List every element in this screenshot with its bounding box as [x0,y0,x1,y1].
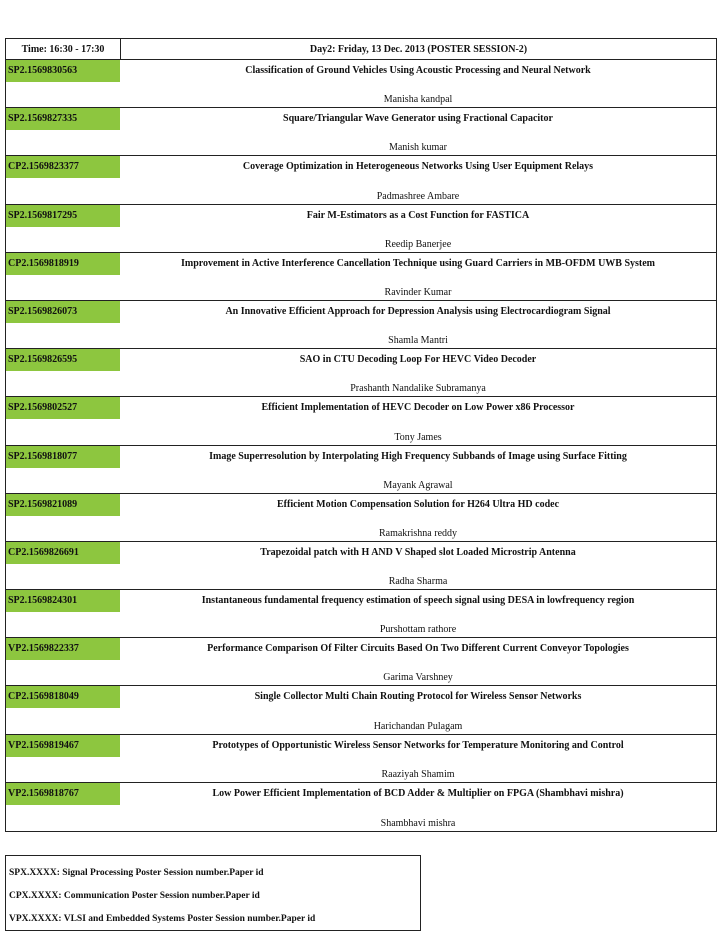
paper-title: Fair M-Estimators as a Cost Function for FASTICA [306,209,530,221]
paper-title: Efficient Motion Compensation Solution for H264 Ultra HD codec [276,498,560,510]
paper-id: SP2.1569824301 [6,590,120,612]
table-row [6,349,716,397]
paper-id: SP2.1569826595 [6,349,120,371]
paper-title: Performance Comparison Of Filter Circuits Based On Two Different Current Conveyor Topologies [207,643,629,655]
paper-author: Garima Varshney [383,672,453,684]
paper-title: Single Collector Multi Chain Routing Protocol for Wireless Sensor Networks [254,691,582,703]
paper-id: SP2.1569802527 [6,397,120,419]
time-slot: Time: 16:30 - 17:30 [6,39,121,59]
paper-title: Square/Triangular Wave Generator using Fractional Capacitor [283,113,553,125]
paper-title: Low Power Efficient Implementation of BCD Adder & Multiplier on FPGA (Shambhavi mishra) [212,787,624,799]
paper-author: Manisha kandpal [383,94,453,106]
paper-author: Manish kumar [388,142,448,154]
paper-title: Classification of Ground Vehicles Using Acoustic Processing and Neural Network [245,65,591,76]
paper-author: Radha Sharma [388,576,448,588]
table-row [6,638,716,686]
paper-author: Shambhavi mishra [380,818,456,829]
paper-title: Image Superresolution by Interpolating High Frequency Subbands of Image using Surface Fitting [209,450,627,462]
session-title: Day2: Friday, 13 Dec. 2013 (POSTER SESSION-2) [309,43,528,55]
table-row [6,783,716,831]
paper-id: SP2.1569821089 [6,494,120,516]
table-row [6,301,716,349]
legend-box [5,855,421,931]
table-row [6,542,716,590]
legend-item: SPX.XXXX: Signal Processing Poster Session number.Paper id [9,868,264,878]
table-row [6,397,716,445]
paper-title: Efficient Implementation of HEVC Decoder on Low Power x86 Processor [261,402,575,414]
paper-author: Ravinder Kumar [384,286,452,298]
paper-id: CP2.1569818919 [6,253,120,275]
paper-id: CP2.1569823377 [6,156,120,178]
paper-id: CP2.1569818049 [6,686,120,708]
paper-id: SP2.1569817295 [6,205,120,227]
table-row [6,735,716,783]
paper-author: Mayank Agrawal [383,479,453,491]
paper-author: Raaziyah Shamim [381,768,455,780]
legend-item: VPX.XXXX: VLSI and Embedded Systems Poster Session number.Paper id [9,914,316,924]
paper-author: Padmashree Ambare [376,190,460,202]
paper-id: VP2.1569818767 [6,783,120,805]
paper-title: Instantaneous fundamental frequency estimation of speech signal using DESA in lowfrequency region [201,595,635,607]
table-row [6,494,716,542]
paper-rows [6,60,716,831]
table-row [6,253,716,301]
paper-author: Harichandan Pulagam [373,720,463,732]
paper-title: Trapezoidal patch with H AND V Shaped slot Loaded Microstrip Antenna [260,546,576,558]
table-row [6,156,716,204]
paper-author: Reedip Banerjee [384,238,452,250]
legend-item: CPX.XXXX: Communication Poster Session number.Paper id [9,891,260,901]
paper-id: VP2.1569822337 [6,638,120,660]
paper-author: Ramakrishna reddy [378,527,458,539]
paper-id: SP2.1569826073 [6,301,120,323]
table-row [6,60,716,108]
schedule-table [5,38,717,832]
paper-title: Coverage Optimization in Heterogeneous Networks Using User Equipment Relays [242,161,594,173]
paper-id: SP2.1569830563 [6,60,120,82]
paper-id: CP2.1569826691 [6,542,120,564]
paper-title: An Innovative Efficient Approach for Depression Analysis using Electrocardiogram Signal [225,305,611,317]
table-row [6,108,716,156]
paper-title: Prototypes of Opportunistic Wireless Sensor Networks for Temperature Monitoring and Control [212,739,624,751]
paper-title: Improvement in Active Interference Cancellation Technique using Guard Carriers in MB-OFDM UWB System [180,257,656,269]
paper-author: Shamla Mantri [388,335,448,347]
paper-author: Prashanth Nandalike Subramanya [350,383,486,395]
paper-author: Tony James [394,431,442,443]
table-row [6,590,716,638]
paper-id: VP2.1569819467 [6,735,120,757]
table-row [6,446,716,494]
table-row [6,205,716,253]
paper-author: Purshottam rathore [379,624,457,636]
paper-title: SAO in CTU Decoding Loop For HEVC Video Decoder [299,354,537,366]
paper-id: SP2.1569827335 [6,108,120,130]
paper-id: SP2.1569818077 [6,446,120,468]
table-row [6,686,716,734]
table-header [6,39,716,60]
